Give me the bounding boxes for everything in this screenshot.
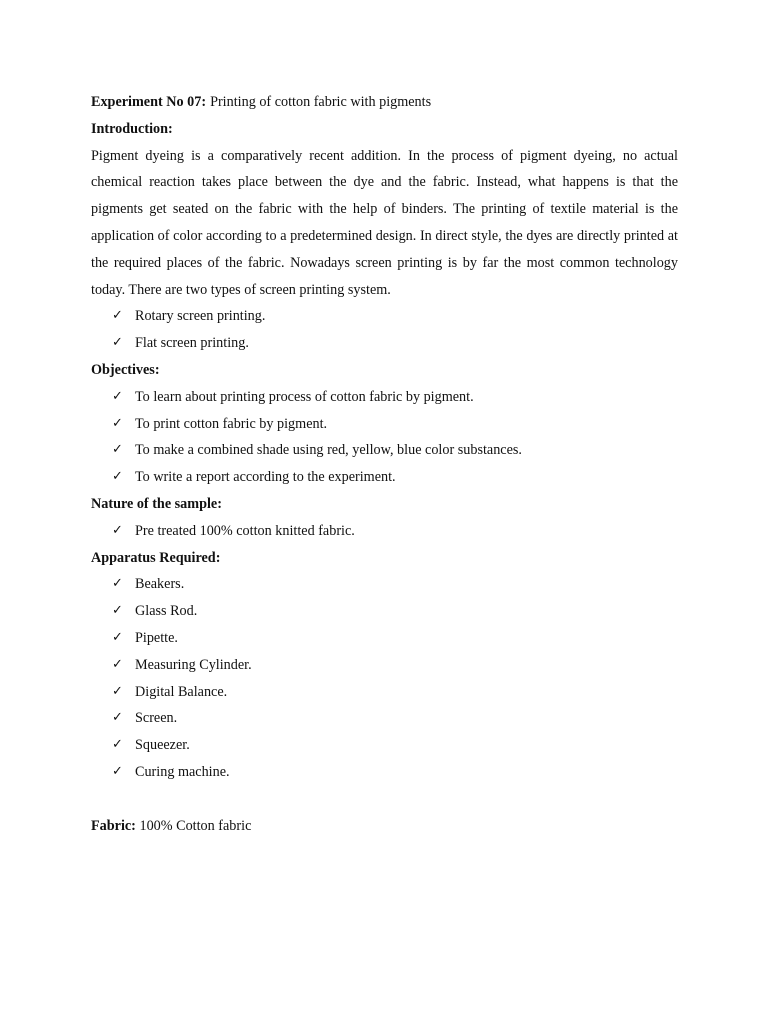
list-item <box>91 571 678 598</box>
check-icon: ✓ <box>112 442 123 458</box>
list-item <box>91 411 678 438</box>
list-item <box>91 330 678 357</box>
list-item-text: Pre treated 100% cotton knitted fabric. <box>135 522 355 539</box>
sample-list <box>91 518 678 545</box>
list-item-text: To make a combined shade using red, yellow, blue color substances. <box>135 442 522 459</box>
list-item-text: To print cotton fabric by pigment. <box>135 415 328 432</box>
document-content <box>91 89 678 840</box>
experiment-number: Experiment No 07: <box>91 94 207 110</box>
check-icon: ✓ <box>112 656 123 672</box>
list-item <box>91 598 678 625</box>
objectives-list <box>91 384 678 491</box>
list-item <box>91 437 678 464</box>
list-item <box>91 303 678 330</box>
check-icon: ✓ <box>112 576 123 592</box>
fabric-label: Fabric: <box>91 817 136 834</box>
check-icon: ✓ <box>112 335 123 351</box>
list-item <box>91 464 678 491</box>
list-item-text: Rotary screen printing. <box>135 308 266 325</box>
list-item-text: Flat screen printing. <box>135 335 249 352</box>
check-icon: ✓ <box>112 522 123 538</box>
fabric-value: 100% Cotton fabric <box>139 817 252 834</box>
blank-line <box>91 786 678 813</box>
list-item-text: Curing machine. <box>135 763 230 780</box>
list-item-text: Squeezer. <box>135 737 190 754</box>
list-item <box>91 705 678 732</box>
list-item <box>91 759 678 786</box>
list-item-text: To learn about printing process of cotton fabric by pigment. <box>135 388 474 405</box>
check-icon: ✓ <box>112 629 123 645</box>
list-item <box>91 384 678 411</box>
introduction-paragraph: Pigment dyeing is a comparatively recent addition. In the process of pigment dyeing, no actual chemical reaction takes place between the dye and the fabric. Instead, what happens is that the pigments get seated on the fabric with the help of binders. The printing of textile material is the application of color according to a predetermined design. In direct style, the dyes are directly printed at the required places of the fabric. Nowadays screen printing is by far the most common technology today. There are two types of screen printing system. <box>91 147 678 298</box>
apparatus-list <box>91 571 678 785</box>
fabric-line <box>91 813 678 840</box>
list-item-text: Pipette. <box>135 629 178 646</box>
list-item <box>91 518 678 545</box>
list-item-text: To write a report according to the experiment. <box>135 469 396 486</box>
introduction-heading: Introduction: <box>91 120 173 137</box>
list-item <box>91 652 678 679</box>
check-icon: ✓ <box>112 683 123 699</box>
check-icon: ✓ <box>112 603 123 619</box>
list-item-text: Glass Rod. <box>135 603 198 620</box>
list-item-text: Screen. <box>135 710 178 727</box>
check-icon: ✓ <box>112 710 123 726</box>
experiment-name: Printing of cotton fabric with pigments <box>210 94 432 110</box>
list-item <box>91 732 678 759</box>
check-icon: ✓ <box>112 469 123 485</box>
experiment-title <box>91 89 678 116</box>
list-item-text: Measuring Cylinder. <box>135 656 252 673</box>
sample-heading: Nature of the sample: <box>91 495 222 512</box>
check-icon: ✓ <box>112 308 123 324</box>
list-item <box>91 625 678 652</box>
check-icon: ✓ <box>112 737 123 753</box>
printing-types-list <box>91 303 678 357</box>
list-item-text: Digital Balance. <box>135 683 228 700</box>
apparatus-heading: Apparatus Required: <box>91 549 221 566</box>
list-item <box>91 679 678 706</box>
check-icon: ✓ <box>112 388 123 404</box>
check-icon: ✓ <box>112 415 123 431</box>
list-item-text: Beakers. <box>135 576 185 593</box>
check-icon: ✓ <box>112 763 123 779</box>
objectives-heading: Objectives: <box>91 361 160 378</box>
